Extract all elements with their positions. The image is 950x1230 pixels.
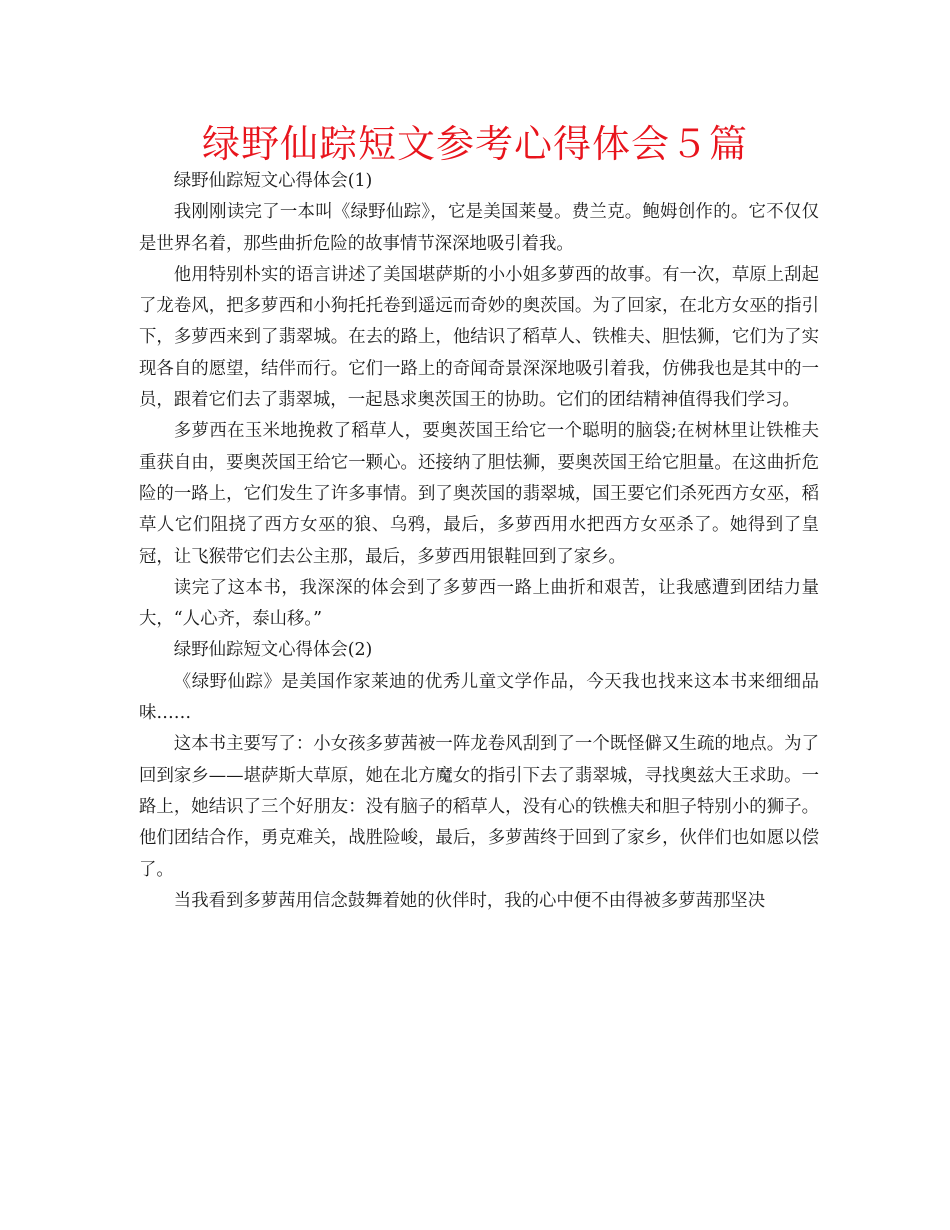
section-heading-2: 绿野仙踪短文心得体会(2) xyxy=(173,640,373,661)
section-heading-1: 绿野仙踪短文心得体会(1) xyxy=(173,171,373,191)
document-body xyxy=(139,166,819,917)
paragraph: 多萝西在玉米地挽救了稻草人，要奥茨国王给它一个聪明的脑袋;在树林里让铁椎夫重获自由，要奥茨国王给它一颗心。还接纳了胆怯狮，要奥茨国王给它胆量。在这曲折危险的一路上，它们发生了许多事情。到了奥茨国的翡翠城，国王要它们杀死西方女巫，稻草人它们阻挠了西方女巫的狼、乌鸦，最后，多萝西用水把西方女巫杀了。她得到了皇冠，让飞猴带它们去公主那，最后，多萝西用银鞋回到了家乡。 xyxy=(139,421,819,567)
paragraph: 他用特别朴实的语言讲述了美国堪萨斯的小小姐多萝西的故事。有一次，草原上刮起了龙卷风，把多萝西和小狗托托卷到遥远而奇妙的奥茨国。为了回家，在北方女巫的指引下，多萝西来到了翡翠城。在去的路上，他结识了稻草人、铁椎夫、胆怯狮，它们为了实现各自的愿望，结伴而行。它们一路上的奇闻奇景深深地吸引着我，仿佛我也是其中的一员，跟着它们去了翡翠城，一起恳求奥茨国王的协助。它们的团结精神值得我们学习。 xyxy=(139,264,819,411)
document-title: 绿野仙踪短文参考心得体会５篇 xyxy=(201,122,748,166)
paragraph: 当我看到多萝茜用信念鼓舞着她的伙伴时，我的心中便不由得被多萝茜那坚决 xyxy=(173,890,766,911)
paragraph: 这本书主要写了：小女孩多萝茜被一阵龙卷风刮到了一个既怪僻又生疏的地点。为了回到家乡——堪萨斯大草原，她在北方魔女的指引下去了翡翠城，寻找奥兹大王求助。一路上，她结识了三个好朋友：没有脑子的稻草人，没有心的铁樵夫和胆子特别小的狮子。他们团结合作，勇克难关，战胜险峻，最后，多萝茜终于回到了家乡，伙伴们也如愿以偿了。 xyxy=(139,734,819,880)
paragraph: 读完了这本书，我深深的体会到了多萝西一路上曲折和艰苦，让我感遭到团结力量大，“人心齐，泰山移。” xyxy=(139,577,819,630)
paragraph: 我刚刚读完了一本叫《绿野仙踪》，它是美国莱曼。费兰克。鲍姆创作的。它不仅仅是世界名着，那些曲折危险的故事情节深深地吸引着我。 xyxy=(139,202,819,254)
paragraph: 《绿野仙踪》是美国作家莱迪的优秀儿童文学作品，今天我也找来这本书来细细品味…… xyxy=(139,671,819,724)
